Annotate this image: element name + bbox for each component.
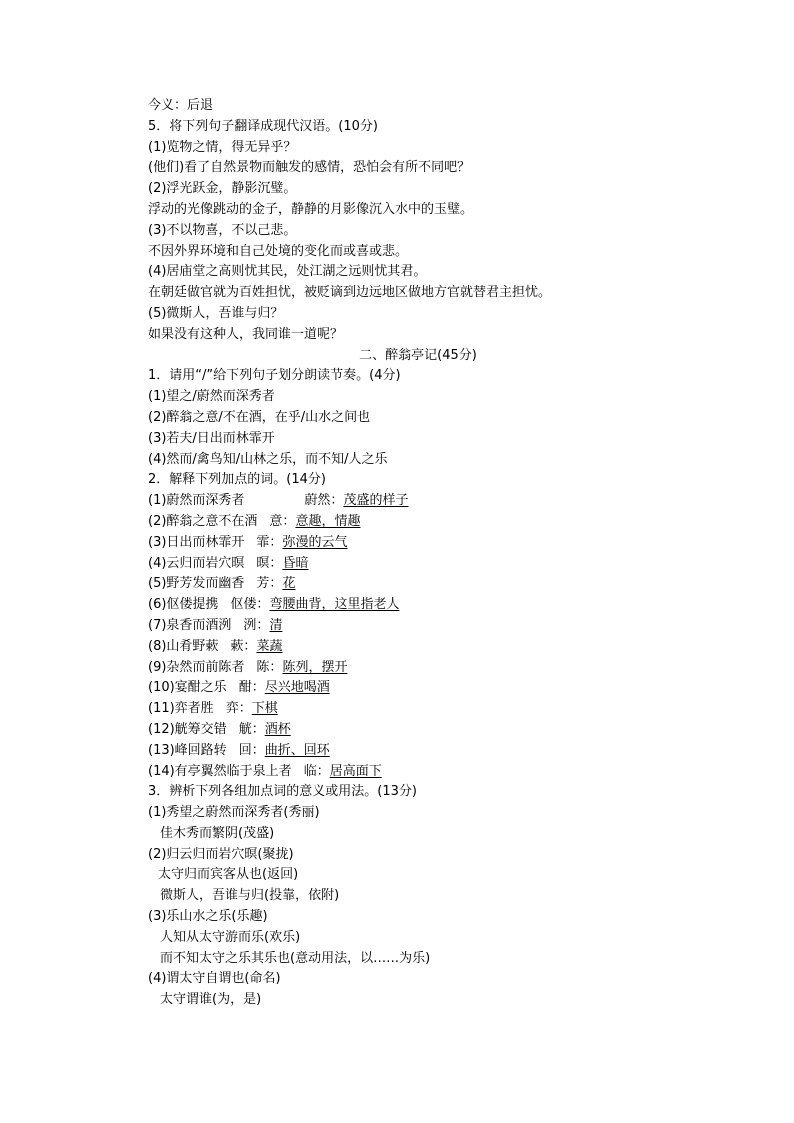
answer-underlined: 弯腰曲背，这里指老人 xyxy=(269,597,400,613)
target-word: 洌： xyxy=(243,617,270,633)
explanation-row xyxy=(148,762,708,783)
usage-group-line: (2)归云归而岩穴暝(聚拢) xyxy=(148,846,294,862)
answer-underlined: 居高面下 xyxy=(329,763,382,779)
answer-underlined: 弥漫的云气 xyxy=(282,534,348,550)
explanation-row xyxy=(148,533,708,554)
section-heading: 二、醉翁亭记(45分) xyxy=(359,347,477,363)
answer-underlined: 陈列，摆开 xyxy=(282,659,348,675)
usage-example-line: 太守谓谁(为，是) xyxy=(160,992,262,1008)
explanation-row xyxy=(148,574,708,595)
word-usage-list xyxy=(148,803,708,1011)
answer-underlined: 下棋 xyxy=(251,701,278,717)
source-phrase: (9)杂然而前陈者 xyxy=(148,659,245,675)
source-phrase: (4)云归而岩穴暝 xyxy=(148,555,245,571)
document-page xyxy=(148,96,708,1011)
target-word: 陈： xyxy=(256,659,283,675)
translation-answer: 在朝廷做官就为百姓担忧，被贬谪到边远地区做地方官就替君主担忧。 xyxy=(148,285,552,301)
source-phrase: (3)日出而林霏开 xyxy=(148,534,245,550)
target-word: 蔌： xyxy=(230,638,257,654)
target-word: 临： xyxy=(303,763,330,779)
rhythm-item: (4)然而/禽鸟知/山林之乐，而不知/人之乐 xyxy=(148,451,388,467)
usage-example-line: 微斯人，吾谁与归(投靠，依附) xyxy=(160,888,340,904)
target-word: 意： xyxy=(269,513,296,529)
translation-answer: 如果没有这种人，我同谁一道呢？ xyxy=(148,326,344,342)
question-title: 5．将下列句子翻译成现代汉语。(10分) xyxy=(148,118,378,134)
target-word: 酣： xyxy=(238,680,265,696)
target-word: 回： xyxy=(238,742,265,758)
rhythm-item: (2)醉翁之意/不在酒，在乎/山水之间也 xyxy=(148,409,371,425)
source-phrase: (14)有亭翼然临于泉上者 xyxy=(148,763,292,779)
explanation-row xyxy=(148,512,708,533)
answer-underlined: 菜蔬 xyxy=(256,638,283,654)
usage-example-line: 人知从太守游而乐(欢乐) xyxy=(160,929,301,945)
explanation-row xyxy=(148,741,708,762)
target-word: 伛偻： xyxy=(230,597,270,613)
target-word: 觥： xyxy=(238,721,265,737)
target-word: 霏： xyxy=(256,534,283,550)
text-line: 今义：后退 xyxy=(148,98,214,113)
translation-answer: 浮动的光像跳动的金子，静静的月影像沉入水中的玉璧。 xyxy=(148,201,474,217)
answer-underlined: 酒杯 xyxy=(264,721,291,737)
rhythm-item: (1)望之/蔚然而深秀者 xyxy=(148,389,275,405)
target-word: 蔚然： xyxy=(304,493,344,509)
translation-answer: (他们)看了自然景物而触发的感情，恐怕会有所不同吧？ xyxy=(148,160,471,176)
source-phrase: (13)峰回路转 xyxy=(148,742,227,758)
explanation-row xyxy=(148,637,708,658)
source-phrase: (11)弈者胜 xyxy=(148,701,214,717)
target-word: 弈： xyxy=(225,701,252,717)
usage-example-line: 佳木秀而繁阴(茂盛) xyxy=(160,825,275,841)
usage-group-line: (3)乐山水之乐(乐趣) xyxy=(148,909,268,925)
usage-group-line: (1)秀望之蔚然而深秀者(秀丽) xyxy=(148,805,320,821)
target-word: 芳： xyxy=(256,576,283,592)
target-word: 暝： xyxy=(256,555,283,571)
question-item: (5)微斯人，吾谁与归？ xyxy=(148,305,284,321)
translation-answer: 不因外界环境和自己处境的变化而或喜或悲。 xyxy=(148,243,409,259)
question-item: (4)居庙堂之高则忧其民，处江湖之远则忧其君。 xyxy=(148,264,427,280)
explanation-row xyxy=(148,554,708,575)
answer-underlined: 意趣，情趣 xyxy=(295,513,361,529)
explanation-row xyxy=(148,678,708,699)
source-phrase: (12)觥筹交错 xyxy=(148,721,227,737)
answer-underlined: 曲折、回环 xyxy=(264,742,330,758)
usage-group-line: (4)谓太守自谓也(命名) xyxy=(148,971,281,987)
source-phrase: (10)宴酣之乐 xyxy=(148,680,227,696)
explanation-row xyxy=(148,595,708,616)
explanation-row xyxy=(148,699,708,720)
usage-example-line: 太守归而宾客从也(返回) xyxy=(158,867,299,883)
explanation-row xyxy=(148,720,708,741)
question-title: 3．辨析下列各组加点词的意义或用法。(13分) xyxy=(148,784,417,800)
question-item: (3)不以物喜，不以己悲。 xyxy=(148,222,297,238)
answer-underlined: 花 xyxy=(282,576,296,592)
answer-underlined: 清 xyxy=(269,617,283,633)
usage-example-line: 而不知太守之乐其乐也(意动用法，以……为乐) xyxy=(160,950,431,966)
word-explanation-list xyxy=(148,491,708,782)
question-title: 1．请用“/”给下列句子划分朗读节奏。(4分) xyxy=(148,368,401,384)
question-item: (1)览物之情，得无异乎？ xyxy=(148,139,297,155)
source-phrase: (6)伛偻提携 xyxy=(148,597,219,613)
rhythm-item: (3)若夫/日出而林霏开 xyxy=(148,430,275,446)
question-title: 2．解释下列加点的词。(14分) xyxy=(148,472,326,488)
source-phrase: (8)山肴野蔌 xyxy=(148,638,219,654)
source-phrase: (2)醉翁之意不在酒 xyxy=(148,513,258,529)
explanation-row xyxy=(148,491,708,512)
source-phrase: (7)泉香而酒洌 xyxy=(148,617,232,633)
answer-underlined: 昏暗 xyxy=(282,555,309,571)
answer-underlined: 尽兴地喝酒 xyxy=(264,680,330,696)
source-phrase: (1)蔚然而深秀者 xyxy=(148,493,245,509)
answer-underlined: 茂盛的样子 xyxy=(343,493,409,509)
source-phrase: (5)野芳发而幽香 xyxy=(148,576,245,592)
explanation-row xyxy=(148,616,708,637)
explanation-row xyxy=(148,658,708,679)
question-item: (2)浮光跃金，静影沉璧。 xyxy=(148,181,297,197)
